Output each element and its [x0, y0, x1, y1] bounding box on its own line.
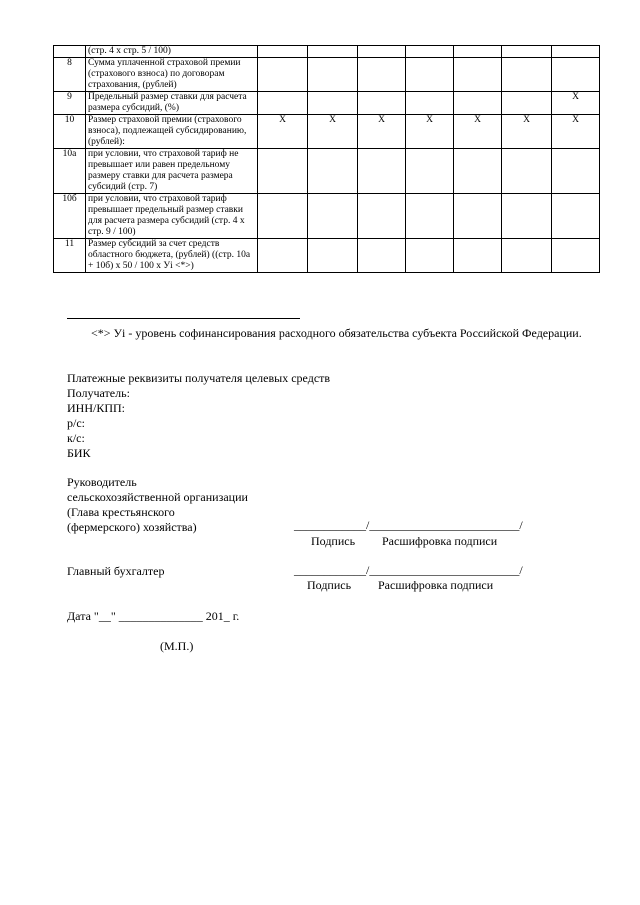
value-cell	[358, 46, 406, 58]
value-cell	[406, 92, 454, 115]
value-cell: Х	[258, 115, 308, 149]
footnote-separator	[67, 318, 300, 319]
value-cell: Х	[552, 115, 600, 149]
head-signature-caption: Подпись	[311, 534, 356, 548]
value-cell	[258, 46, 308, 58]
value-cell	[258, 92, 308, 115]
value-cell	[308, 239, 358, 273]
value-cell	[454, 239, 502, 273]
table-row	[54, 115, 600, 149]
head-title-line-3: (Глава крестьянского	[67, 505, 175, 519]
row-description: Предельный размер ставки для расчета размера субсидий, (%)	[86, 92, 258, 115]
value-cell	[454, 58, 502, 92]
value-cell	[552, 149, 600, 194]
row-number: 10	[54, 115, 86, 149]
value-cell	[552, 239, 600, 273]
table-row	[54, 194, 600, 239]
value-cell	[502, 46, 552, 58]
head-title-line-4: (фермерского) хозяйства)	[67, 520, 197, 534]
value-cell: Х	[552, 92, 600, 115]
value-cell	[552, 194, 600, 239]
value-cell	[552, 46, 600, 58]
value-cell	[406, 239, 454, 273]
value-cell	[406, 58, 454, 92]
row-description: (стр. 4 х стр. 5 / 100)	[86, 46, 258, 58]
value-cell	[308, 149, 358, 194]
head-title-line-1: Руководитель	[67, 475, 137, 489]
value-cell	[454, 46, 502, 58]
inn-kpp-label: ИНН/КПП:	[67, 401, 126, 415]
head-signature-line: ____________/_________________________/	[294, 518, 523, 532]
stamp-placeholder: (М.П.)	[160, 639, 194, 653]
accountant-label: Главный бухгалтер	[67, 564, 165, 578]
value-cell	[308, 58, 358, 92]
value-cell	[454, 149, 502, 194]
value-cell	[502, 149, 552, 194]
value-cell	[454, 194, 502, 239]
bik-label: БИК	[67, 446, 91, 460]
value-cell	[358, 58, 406, 92]
payment-heading: Платежные реквизиты получателя целевых средств	[67, 371, 331, 385]
value-cell	[258, 58, 308, 92]
value-cell	[358, 149, 406, 194]
value-cell	[258, 239, 308, 273]
value-cell	[502, 92, 552, 115]
row-description: при условии, что страховой тариф превышает предельный размер ставки для расчета размера субсидий (стр. 4 х стр. 9 / 100)	[86, 194, 258, 239]
value-cell	[358, 92, 406, 115]
accountant-signature-line: ____________/_________________________/	[294, 563, 523, 577]
table-row	[54, 58, 600, 92]
head-decode-caption: Расшифровка подписи	[382, 534, 498, 548]
row-description: Размер страховой премии (страхового взноса), подлежащей субсидированию, (рублей):	[86, 115, 258, 149]
row-number: 11	[54, 239, 86, 273]
settlement-account-label: р/с:	[67, 416, 85, 430]
row-number	[54, 46, 86, 58]
value-cell	[502, 239, 552, 273]
accountant-signature-caption: Подпись	[307, 578, 352, 592]
value-cell	[406, 194, 454, 239]
accountant-decode-caption: Расшифровка подписи	[378, 578, 494, 592]
row-description: Сумма уплаченной страховой премии (страхового взноса) по договорам страхования, (рублей)	[86, 58, 258, 92]
table-row	[54, 149, 600, 194]
value-cell: Х	[502, 115, 552, 149]
table-row	[54, 239, 600, 273]
value-cell	[502, 194, 552, 239]
value-cell	[258, 149, 308, 194]
value-cell	[308, 194, 358, 239]
row-description: Размер субсидий за счет средств областного бюджета, (рублей) ((стр. 10а + 10б) х 50 / 100 х Уi <*>)	[86, 239, 258, 273]
table-row	[54, 92, 600, 115]
value-cell	[406, 149, 454, 194]
value-cell	[308, 92, 358, 115]
row-number: 9	[54, 92, 86, 115]
value-cell: Х	[358, 115, 406, 149]
row-number: 8	[54, 58, 86, 92]
value-cell	[358, 239, 406, 273]
value-cell	[308, 46, 358, 58]
value-cell	[454, 92, 502, 115]
row-number: 10а	[54, 149, 86, 194]
subsidy-calc-table	[53, 45, 600, 273]
correspondent-account-label: к/с:	[67, 431, 85, 445]
value-cell: Х	[454, 115, 502, 149]
head-title-line-2: сельскохозяйственной организации	[67, 490, 248, 504]
value-cell: Х	[308, 115, 358, 149]
recipient-label: Получатель:	[67, 386, 130, 400]
footnote: <*> Уi - уровень софинансирования расходного обязательства субъекта Российской Федерации.	[91, 326, 582, 340]
value-cell	[502, 58, 552, 92]
date-line: Дата "__" ______________ 201_ г.	[67, 609, 240, 623]
row-number: 10б	[54, 194, 86, 239]
value-cell: Х	[406, 115, 454, 149]
value-cell	[258, 194, 308, 239]
value-cell	[358, 194, 406, 239]
value-cell	[552, 58, 600, 92]
value-cell	[406, 46, 454, 58]
row-description: при условии, что страховой тариф не превышает или равен предельному размеру ставки для расчета размера субсидий (стр. 7)	[86, 149, 258, 194]
table-row	[54, 46, 600, 58]
